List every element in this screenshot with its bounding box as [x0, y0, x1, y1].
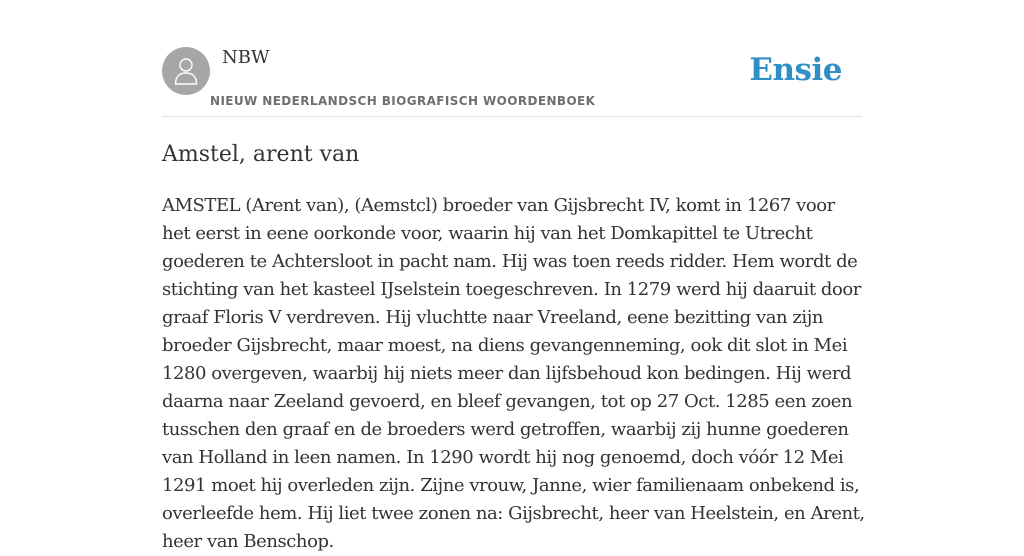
source-abbreviation[interactable]: NBW	[222, 47, 270, 68]
article-body: AMSTEL (Arent van), (Aemstcl) broeder van Gijsbrecht IV, komt in 1267 voor het eerst in eene oorkonde voor, waarin hij van het Domkapittel te Utrecht goederen te Achtersloot in pacht nam. Hij was toen reeds ridder. Hem wordt de stichting van het kasteel IJselstein toegeschreven. In 1279 werd hij daaruit door graaf Floris V verdreven. Hij vluchtte naar Vreeland, eene bezitting van zijn broeder Gijsbrecht, maar moest, na diens gevangenneming, ook dit slot in Mei 1280 overgeven, waarbij hij niets meer dan lijfsbehoud kon bedingen. Hij werd daarna naar Zeeland gevoerd, en bleef gevangen, tot op 27 Oct. 1285 een zoen tusschen den graaf en de broeders werd getroffen, waarbij zij hunne goederen van Holland in leen namen. In 1290 wordt hij nog genoemd, doch vóór 12 Mei 1291 moet hij overleden zijn. Zijne vrouw, Janne, wier familienaam onbekend is, overleefde hem. Hij liet twee zonen na: Gijsbrecht, heer van Heelstein, en Arent, heer van Benschop.	[162, 195, 865, 552]
brand-logo[interactable]: Ensie	[749, 52, 842, 88]
user-icon	[174, 57, 198, 85]
avatar	[162, 47, 210, 95]
header	[162, 0, 862, 117]
article-title: Amstel, arent van	[162, 142, 360, 167]
source-name[interactable]: NIEUW NEDERLANDSCH BIOGRAFISCH WOORDENBOEK	[210, 94, 596, 108]
